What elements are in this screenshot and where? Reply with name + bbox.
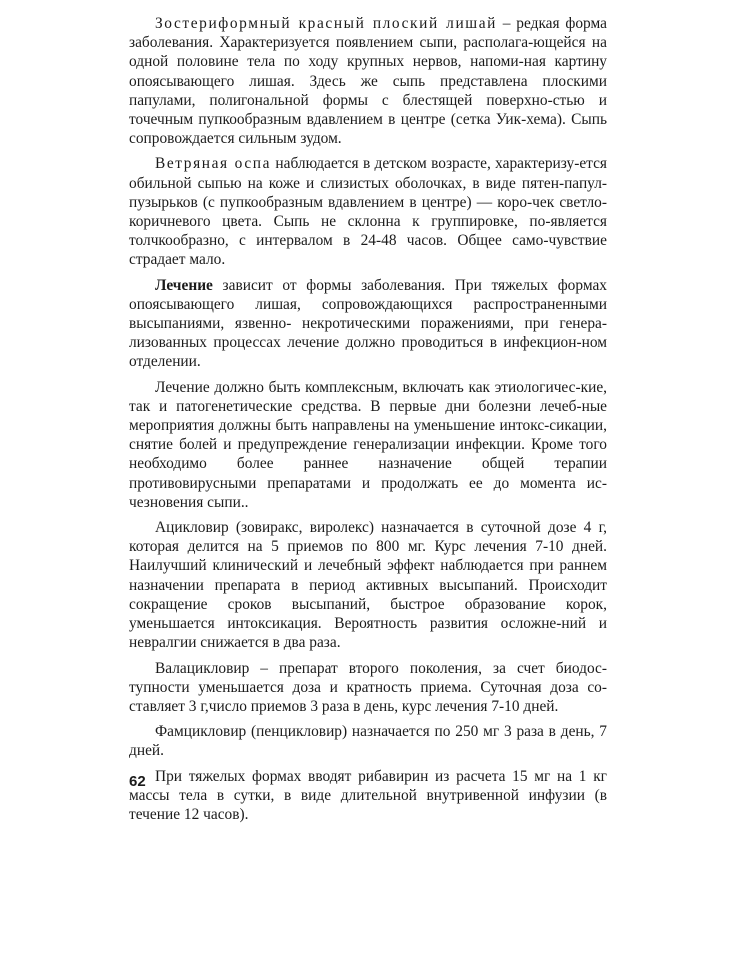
paragraph-valacyclovir: [129, 659, 607, 717]
paragraph-text: Лечение должно быть комплексным, включать как этиологичес-кие, так и патогенетические средства. В первые дни болезни лечеб-ные мероприятия должны быть направлены на уменьшение интокс-сикации, снятие болей и предупреждение генерализации инфекции. Кроме того необходимо более раннее назначение общей терапии противовирусными препаратами и продолжать ее до момента ис-чезновения сыпи..: [129, 378, 607, 511]
paragraph-text: – редкая форма заболевания. Характеризуется появлением сыпи, располага-ющейся на одной половине тела по ходу крупных нервов, напоми-ная картину опоясывающего лишая. Здесь же сыпь представлена плоскими папулами, полигональной формы с блестящей поверхно-стью и точечным пупкообразным вдавлением в центре (сетка Уик-хема). Сыпь сопровождается сильным зудом.: [129, 15, 607, 148]
page-body: [129, 14, 607, 830]
term-chickenpox: Ветряная оспа: [155, 155, 272, 173]
term-zosteriform-lichen: Зостериформный красный плоский лишай: [155, 15, 498, 32]
paragraph-text: наблюдается в детском возрасте, характеризу-ется обильной сыпью на коже и слизистых оболочках, в виде пятен-папул-пузырьков (с пупкообразным вдавлением в центре) — коро-чек светло-коричневого цвета. Сыпь не склонна к группировке, по-является толчкообразно, с интервалом в 24-48 часов. Общее само-чувствие страдает мало.: [129, 155, 607, 269]
paragraph-text: Фамцикловир (пенцикловир) назначается по 250 мг 3 раза в день, 7 дней.: [129, 723, 607, 760]
paragraph-treatment: [129, 276, 607, 372]
paragraph-zosteriform-lichen: [129, 14, 607, 148]
paragraph-complex-treatment: [129, 378, 607, 512]
paragraph-acyclovir: [129, 518, 607, 652]
term-treatment: Лечение: [155, 276, 213, 294]
paragraph-text: Ацикловир (зовиракс, виролекс) назначается в суточной дозе 4 г, которая делится на 5 приемов по 800 мг. Курс лечения 7-10 дней. Наилучший клинический и лечебный эффект наблюдается при раннем назначении препарата в период активных высыпаний. Происходит сокращение сроков высыпаний, быстрое образование корок, уменьшается интоксикация. Вероятность развития осложне-ний и невралгии снижается в два раза.: [129, 519, 607, 652]
paragraph-famciclovir: [129, 722, 607, 760]
paragraph-text: Валацикловир – препарат второго поколения, за счет биодос-тупности уменьшается доза и кратность приема. Суточная доза со-ставляет 3 г,число приемов 3 раза в день, курс лечения 7-10 дней.: [129, 659, 607, 715]
paragraph-text: зависит от формы заболевания. При тяжелых формах опоясывающего лишая, сопровождающихся распространенными высыпаниями, язвенно- некротическими поражениями, при генера-лизованных процессах лечение должно проводиться в инфекцион-ном отделении.: [129, 276, 607, 371]
paragraph-text: При тяжелых формах вводят рибавирин из расчета 15 мг на 1 кг массы тела в сутки, в виде длительной внутривенной инфузии (в течение 12 часов).: [129, 767, 607, 823]
paragraph-ribavirin: [129, 767, 607, 825]
page-number: 62: [129, 773, 146, 790]
paragraph-chickenpox: [129, 154, 607, 269]
